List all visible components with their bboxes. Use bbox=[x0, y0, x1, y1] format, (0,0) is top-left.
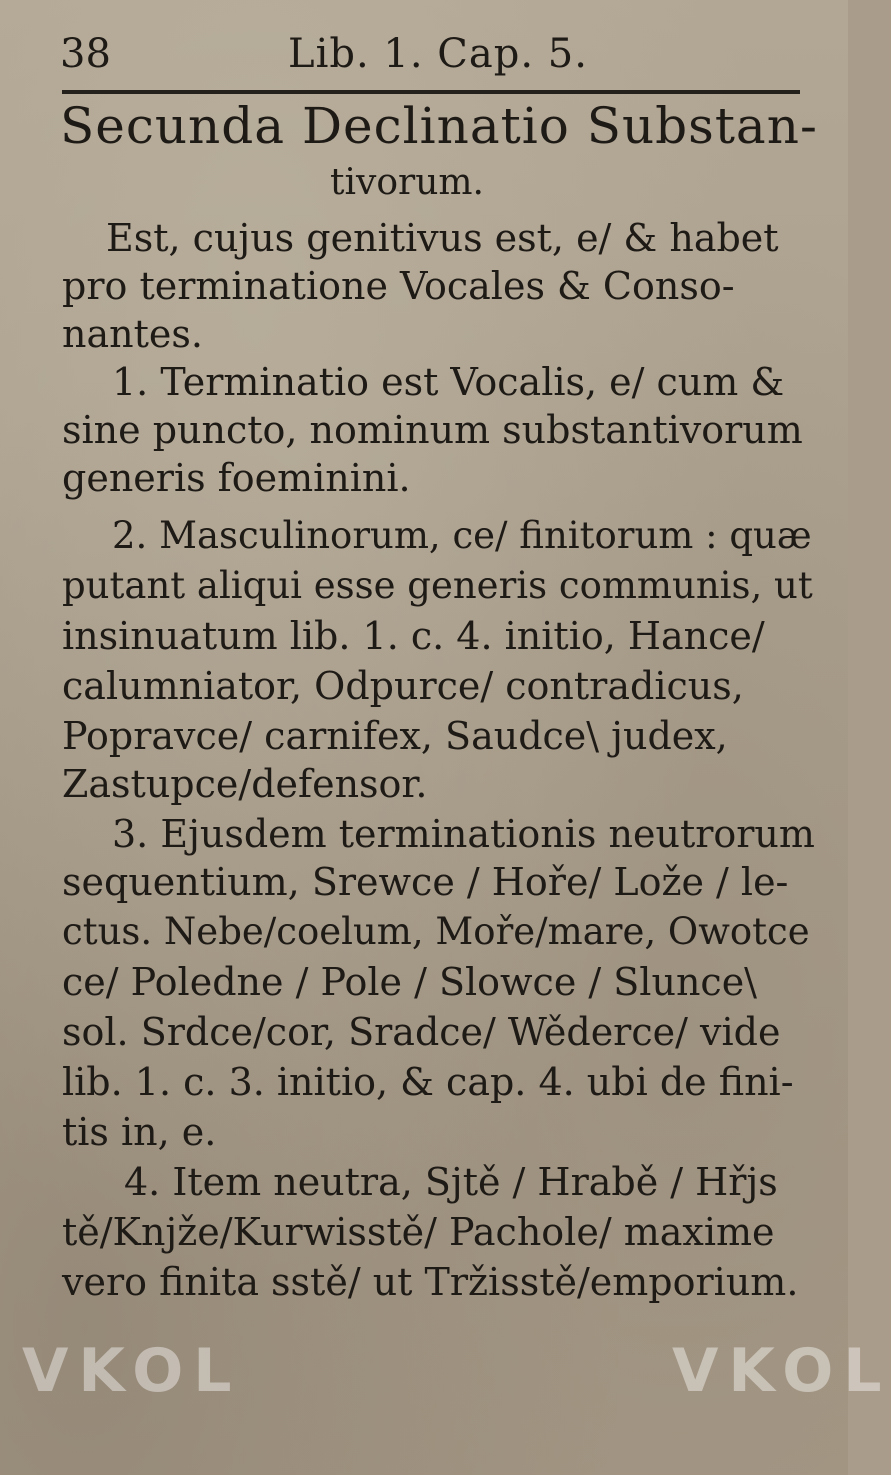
text-line: 2. Masculinorum, ce/ finitorum : quæ bbox=[112, 514, 812, 557]
page-header bbox=[60, 22, 800, 82]
page-number: 38 bbox=[60, 31, 111, 77]
section-title: Secunda Declinatio Substan- bbox=[60, 97, 818, 155]
text-line: 4. Item neutra, Sjtě / Hrabě / Hřjs bbox=[124, 1160, 778, 1204]
running-head: Lib. 1. Cap. 5. bbox=[288, 31, 588, 77]
text-line: Est, cujus genitivus est, e/ & habet bbox=[106, 216, 779, 260]
text-line: Popravce/ carnifex, Saudce\ judex, bbox=[62, 714, 728, 758]
text-line: putant aliqui esse generis communis, ut bbox=[62, 564, 813, 607]
text-line: Zastupce/defensor. bbox=[62, 762, 428, 806]
text-line: tě/Knjže/Kurwisstě/ Pachole/ maxime bbox=[62, 1210, 775, 1254]
text-line: 3. Ejusdem terminationis neutrorum bbox=[112, 812, 815, 856]
text-line: calumniator, Odpurce/ contradicus, bbox=[62, 664, 744, 708]
text-line: sequentium, Srewce / Hoře/ Lože / le- bbox=[62, 860, 789, 904]
text-line: generis foeminini. bbox=[62, 456, 411, 500]
text-line: ce/ Poledne / Pole / Slowce / Slunce\ bbox=[62, 960, 757, 1004]
text-line: nantes. bbox=[62, 312, 203, 356]
watermark-right: VKOL bbox=[672, 1336, 891, 1406]
section-title-continuation: tivorum. bbox=[330, 162, 484, 203]
text-line: tis in, e. bbox=[62, 1110, 217, 1154]
text-line: insinuatum lib. 1. c. 4. initio, Hance/ bbox=[62, 614, 765, 658]
text-line: lib. 1. c. 3. initio, & cap. 4. ubi de fini- bbox=[62, 1060, 794, 1104]
text-line: ctus. Nebe/coelum, Moře/mare, Owotce bbox=[62, 910, 810, 953]
text-line: pro terminatione Vocales & Conso- bbox=[62, 264, 735, 308]
text-line: vero finita sstě/ ut Tržisstě/emporium. bbox=[62, 1260, 799, 1304]
watermark-left: VKOL bbox=[22, 1336, 242, 1406]
text-line: sine puncto, nominum substantivorum bbox=[62, 408, 803, 452]
text-line: sol. Srdce/cor, Sradce/ Wěderce/ vide bbox=[62, 1010, 781, 1054]
text-line: 1. Terminatio est Vocalis, e/ cum & bbox=[112, 360, 785, 404]
